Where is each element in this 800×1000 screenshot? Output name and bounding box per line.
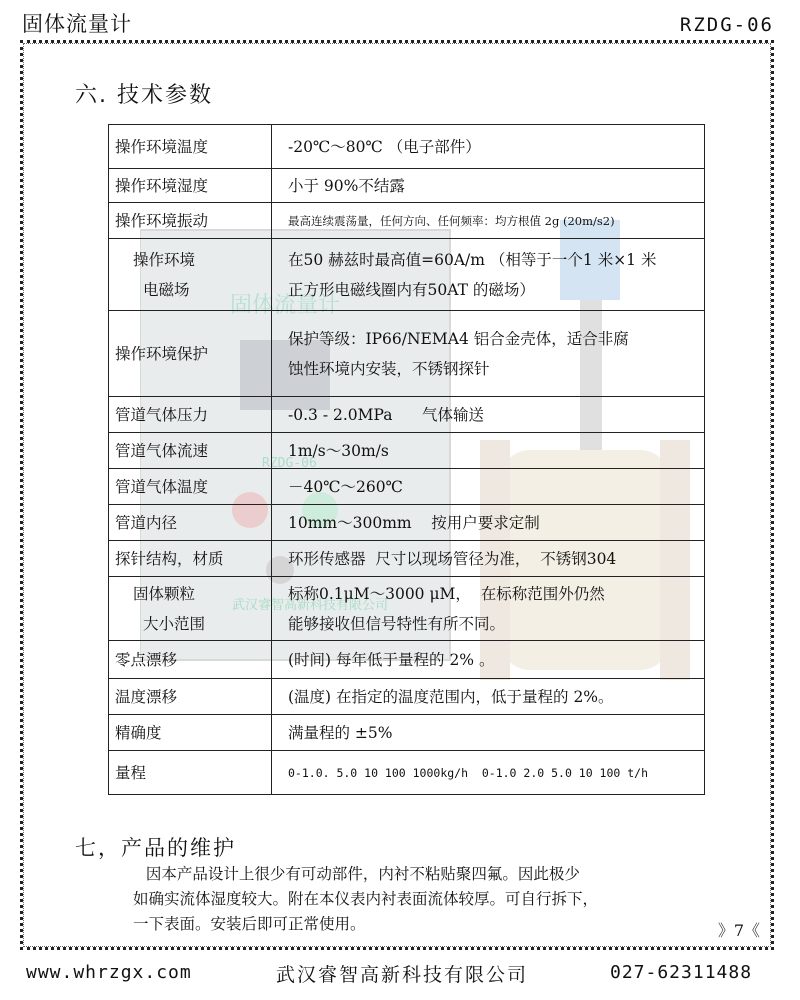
spec-row bbox=[109, 203, 705, 239]
spec-key: 管道气体流速 bbox=[109, 433, 272, 469]
spec-key: 操作环境振动 bbox=[109, 203, 272, 239]
spec-key bbox=[109, 577, 272, 641]
spec-row bbox=[109, 577, 705, 641]
spec-value-line: 在50 赫兹时最高值=60A/m （相等于一个1 米×1 米 bbox=[288, 250, 657, 269]
spec-key: 探针结构，材质 bbox=[109, 541, 272, 577]
spec-key-line: 电磁场 bbox=[143, 280, 190, 299]
footer-company: 武汉睿智高新科技有限公司 bbox=[276, 964, 529, 986]
model-code: RZDG-06 bbox=[679, 14, 774, 36]
spec-key: 操作环境温度 bbox=[109, 125, 272, 169]
maintenance-paragraph bbox=[133, 862, 716, 937]
spec-row bbox=[109, 469, 705, 505]
spec-row bbox=[109, 311, 705, 397]
maintenance-line: 因本产品设计上很少有可动部件，内衬不粘贴聚四氟。因此极少 bbox=[136, 865, 580, 883]
spec-row bbox=[109, 541, 705, 577]
watermark-small-label: RZDG-06 bbox=[262, 456, 317, 471]
spec-value-line: (温度) 在指定的温度范围内，低于量程的 2%。 bbox=[288, 687, 614, 706]
spec-value bbox=[272, 751, 705, 795]
spec-key: 操作环境湿度 bbox=[109, 169, 272, 203]
spec-key-line: 大小范围 bbox=[143, 614, 206, 633]
spec-row bbox=[109, 641, 705, 679]
spec-value bbox=[272, 203, 705, 239]
spec-row bbox=[109, 751, 705, 795]
spec-value bbox=[272, 169, 705, 203]
spec-value bbox=[272, 397, 705, 433]
spec-row bbox=[109, 125, 705, 169]
spec-key: 量程 bbox=[109, 751, 272, 795]
spec-value bbox=[272, 239, 705, 311]
spec-key: 操作环境保护 bbox=[109, 311, 272, 397]
spec-value-line: -0.3 - 2.0MPa 气体输送 bbox=[288, 405, 485, 424]
maintenance-line: 一下表面。安装后即可正常使用。 bbox=[133, 915, 366, 933]
spec-value bbox=[272, 433, 705, 469]
section-6-title: 六. 技术参数 bbox=[75, 83, 213, 108]
document-header-title: 固体流量计 bbox=[22, 12, 132, 36]
watermark-company-label: 武汉睿智高新科技有限公司 bbox=[232, 598, 389, 613]
spec-key: 管道气体温度 bbox=[109, 469, 272, 505]
spec-key: 精确度 bbox=[109, 715, 272, 751]
spec-value-line: 标称0.1μM～3000 μM， 在标称范围外仍然 bbox=[288, 584, 605, 603]
spec-row bbox=[109, 715, 705, 751]
spec-row bbox=[109, 505, 705, 541]
spec-row bbox=[109, 239, 705, 311]
spec-value bbox=[272, 679, 705, 715]
spec-value-line: 小于 90%不结露 bbox=[288, 176, 405, 195]
maintenance-line: 如确实流体湿度较大。附在本仪表内衬表面流体较厚。可自行拆下， bbox=[133, 890, 599, 908]
footer bbox=[0, 962, 800, 992]
spec-value-line: 1m/s～30m/s bbox=[288, 441, 389, 460]
spec-row bbox=[109, 679, 705, 715]
spec-key-line: 操作环境 bbox=[133, 250, 196, 269]
spec-key-line: 固体颗粒 bbox=[133, 584, 196, 603]
spec-value-line: －40℃～260℃ bbox=[288, 477, 403, 496]
footer-website: www.whrzgx.com bbox=[26, 962, 192, 983]
spec-value bbox=[272, 715, 705, 751]
spec-key: 零点漂移 bbox=[109, 641, 272, 679]
spec-value bbox=[272, 641, 705, 679]
page-number: 》7《 bbox=[717, 921, 760, 940]
spec-value bbox=[272, 311, 705, 397]
spec-value-line: 0-1.0. 5.0 10 100 1000kg/h 0-1.0 2.0 5.0 10 100 t/h bbox=[288, 765, 649, 780]
spec-value bbox=[272, 469, 705, 505]
spec-row bbox=[109, 169, 705, 203]
spec-value-line: 满量程的 ±5% bbox=[288, 723, 393, 742]
spec-value bbox=[272, 541, 705, 577]
section-7-title: 七，产品的维护 bbox=[75, 836, 236, 860]
spec-key: 管道气体压力 bbox=[109, 397, 272, 433]
spec-value-line: 最高连续震荡量，任何方向、任何频率：均方根值 2g (20m/s2) bbox=[288, 213, 615, 228]
spec-key: 温度漂移 bbox=[109, 679, 272, 715]
spec-row bbox=[109, 397, 705, 433]
spec-value-line: 正方形电磁线圈内有50AT 的磁场） bbox=[288, 280, 535, 299]
spec-value-line: 能够接收但信号特性有所不同。 bbox=[288, 614, 506, 633]
spec-value-line: 10mm～300mm 按用户要求定制 bbox=[288, 513, 540, 532]
spec-value bbox=[272, 125, 705, 169]
spec-value-line: 蚀性环境内安装，不锈钢探针 bbox=[288, 359, 490, 378]
spec-value-line: -20℃～80℃ （电子部件） bbox=[288, 137, 481, 156]
spec-key: 管道内径 bbox=[109, 505, 272, 541]
spec-value-line: 保护等级：IP66/NEMA4 铝合金壳体，适合非腐 bbox=[288, 329, 629, 348]
spec-table bbox=[108, 124, 705, 795]
spec-value-line: 环形传感器 尺寸以现场管径为准， 不锈钢304 bbox=[288, 549, 617, 568]
spec-value-line: (时间) 每年低于量程的 2% 。 bbox=[288, 650, 495, 669]
spec-value bbox=[272, 577, 705, 641]
spec-row bbox=[109, 433, 705, 469]
watermark-device-label: 固体流量计 bbox=[230, 293, 341, 318]
spec-key bbox=[109, 239, 272, 311]
spec-value bbox=[272, 505, 705, 541]
footer-phone: 027-62311488 bbox=[610, 962, 753, 983]
